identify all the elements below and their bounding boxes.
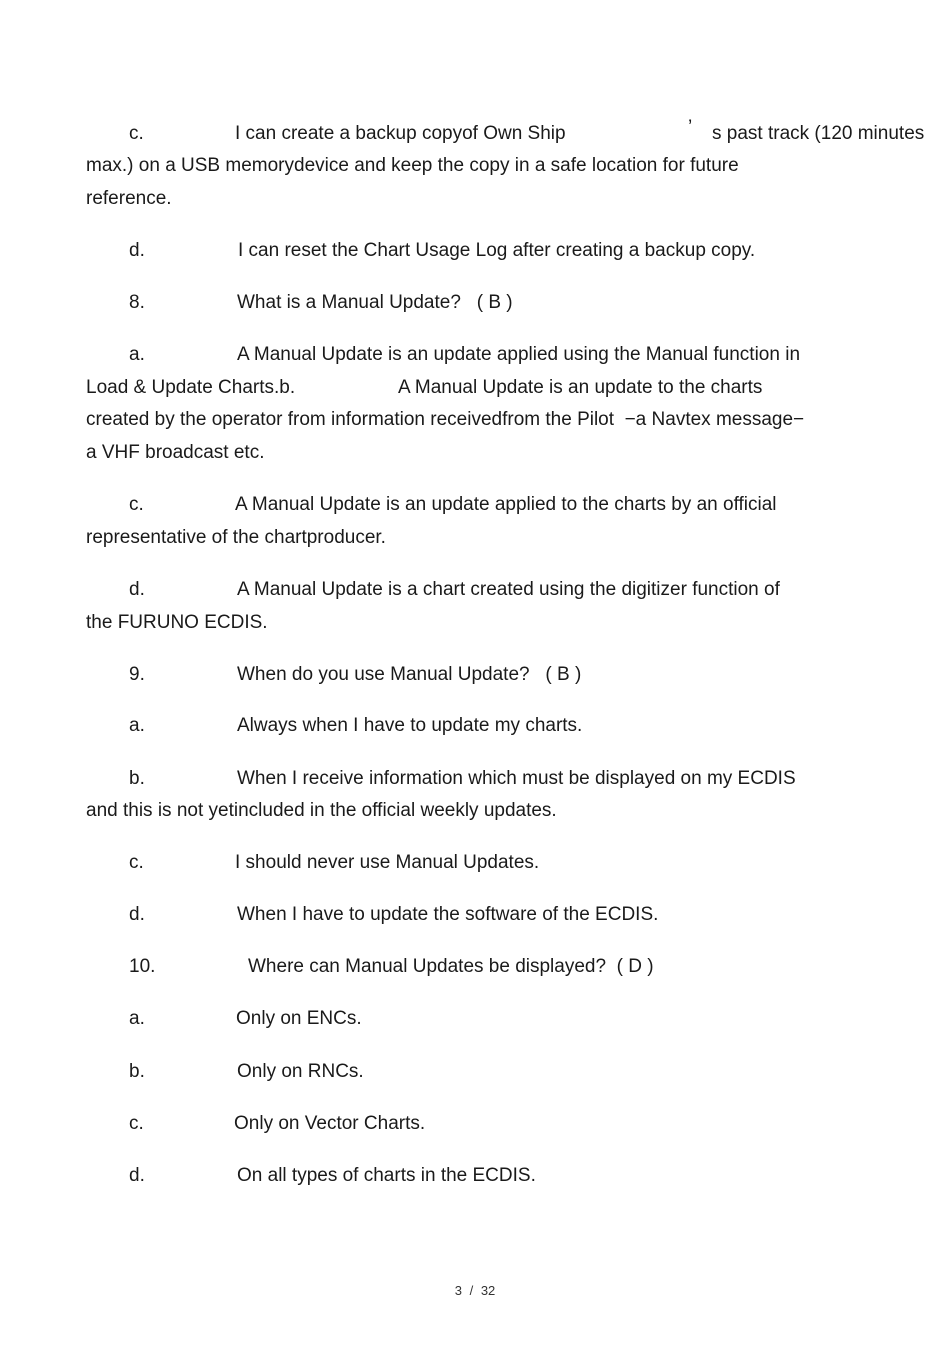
option-label: b. bbox=[129, 1061, 145, 1082]
question-text: When do you use Manual Update? ( B ) bbox=[237, 664, 582, 685]
option-text: I can create a backup copyof Own Ship bbox=[235, 123, 566, 144]
option-text-cont: a VHF broadcast etc. bbox=[86, 442, 265, 463]
option-text: A Manual Update is a chart created using the digitizer function of bbox=[237, 579, 780, 600]
option-text-cont: created by the operator from information receivedfrom the Pilot −a Navtex message− bbox=[86, 409, 805, 430]
page-separator: / bbox=[469, 1283, 474, 1298]
option-label: b. bbox=[129, 768, 145, 789]
option-text-tail: s past track (120 minutes bbox=[712, 123, 925, 144]
option-text: I should never use Manual Updates. bbox=[235, 852, 540, 873]
option-label: a. bbox=[129, 1008, 145, 1029]
option-text-tail: A Manual Update is an update to the charts bbox=[398, 377, 763, 398]
option-text: Only on Vector Charts. bbox=[234, 1113, 426, 1134]
option-label: d. bbox=[129, 1165, 145, 1186]
option-label: d. bbox=[129, 904, 145, 925]
question-number: 10. bbox=[129, 956, 156, 977]
option-label: d. bbox=[129, 579, 145, 600]
question-number: 8. bbox=[129, 292, 145, 313]
option-text-cont: and this is not yetincluded in the official weekly updates. bbox=[86, 800, 557, 821]
option-text: When I receive information which must be displayed on my ECDIS bbox=[237, 768, 796, 789]
question-text: Where can Manual Updates be displayed? ( D ) bbox=[248, 956, 654, 977]
option-label: a. bbox=[129, 344, 145, 365]
option-text: Always when I have to update my charts. bbox=[237, 715, 583, 736]
option-label: c. bbox=[129, 852, 144, 873]
page-number: 3 bbox=[454, 1283, 462, 1298]
option-text: A Manual Update is an update applied using the Manual function in bbox=[237, 344, 801, 365]
option-text-cont: Load & Update Charts.b. bbox=[86, 377, 296, 398]
option-label: c. bbox=[129, 123, 144, 144]
option-text-cont: reference. bbox=[86, 188, 172, 209]
option-label: d. bbox=[129, 240, 145, 261]
option-label: a. bbox=[129, 715, 145, 736]
question-number: 9. bbox=[129, 664, 145, 685]
option-text-cont: the FURUNO ECDIS. bbox=[86, 612, 268, 633]
option-text: I can reset the Chart Usage Log after creating a backup copy. bbox=[238, 240, 756, 261]
question-text: What is a Manual Update? ( B ) bbox=[237, 292, 513, 313]
option-label: c. bbox=[129, 1113, 144, 1134]
option-text: Only on RNCs. bbox=[237, 1061, 364, 1082]
option-text: A Manual Update is an update applied to the charts by an official bbox=[235, 494, 777, 515]
option-text-cont: max.) on a USB memorydevice and keep the copy in a safe location for future bbox=[86, 155, 739, 176]
option-text: When I have to update the software of the ECDIS. bbox=[237, 904, 659, 925]
page-indicator bbox=[0, 1283, 950, 1298]
apostrophe: ’ bbox=[688, 117, 693, 138]
option-text: On all types of charts in the ECDIS. bbox=[237, 1165, 536, 1186]
option-text: Only on ENCs. bbox=[236, 1008, 362, 1029]
option-text-cont: representative of the chartproducer. bbox=[86, 527, 386, 548]
page-total: 32 bbox=[480, 1283, 496, 1298]
option-label: c. bbox=[129, 494, 144, 515]
